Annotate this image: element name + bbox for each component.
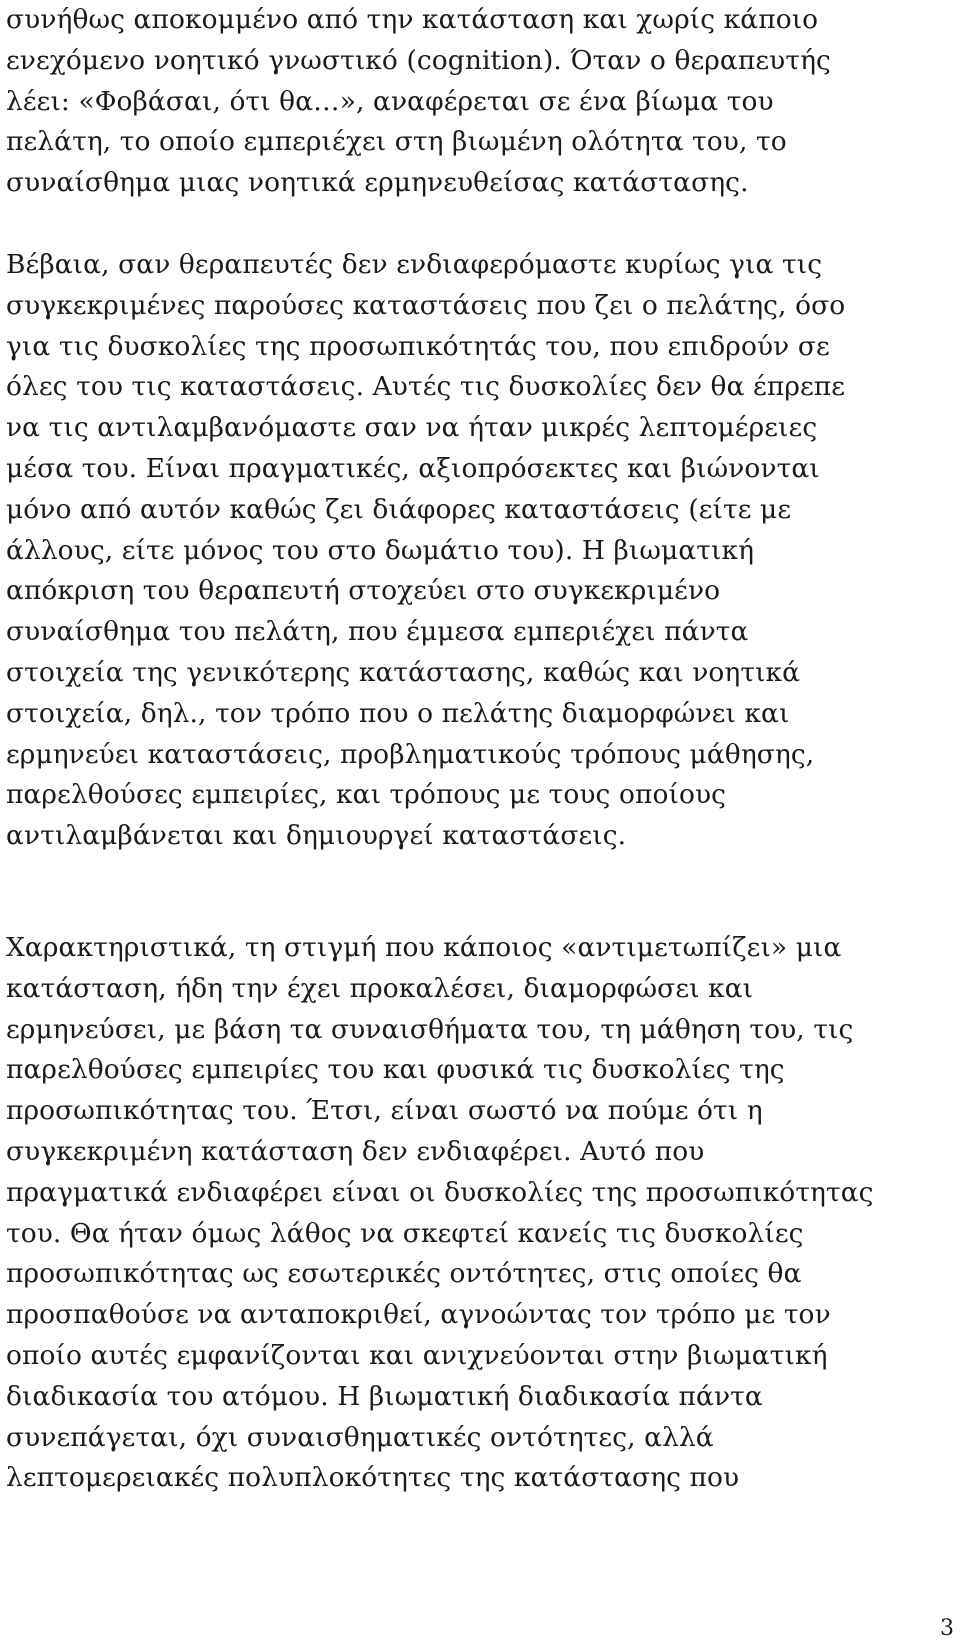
text-line: συναίσθημα μιας νοητικά ερμηνευθείσας κατάστασης. xyxy=(6,167,749,199)
text-line: άλλους, είτε μόνος του στο δωμάτιο του). Η βιωματική xyxy=(6,534,755,566)
text-line: μόνο από αυτόν καθώς ζει διάφορες καταστάσεις (είτε με xyxy=(6,493,792,525)
text-line: όλες του τις καταστάσεις. Αυτές τις δυσκολίες δεν θα έπρεπε xyxy=(6,371,846,403)
text-line: Βέβαια, σαν θεραπευτές δεν ενδιαφερόμαστε κυρίως για τις xyxy=(6,249,823,280)
text-line: ερμηνεύει καταστάσεις, προβληματικούς τρόπους μάθησης, xyxy=(6,738,815,770)
text-line: προσπαθούσε να ανταποκριθεί, αγνοώντας τον τρόπο με τον xyxy=(6,1299,831,1331)
page-number: 3 xyxy=(940,1616,954,1641)
paragraph-3 xyxy=(6,928,956,1499)
text-line: απόκριση του θεραπευτή στοχεύει στο συγκεκριμένο xyxy=(6,575,721,607)
text-line: ενεχόμενο νοητικό γνωστικό (cognition). Όταν ο θεραπευτής xyxy=(6,44,831,76)
paragraph-2 xyxy=(6,245,956,857)
text-line: προσωπικότητας ως εσωτερικές οντότητες, στις οποίες θα xyxy=(6,1258,802,1290)
text-line: πελάτη, το οποίο εμπεριέχει στη βιωμένη ολότητα του, το xyxy=(6,126,787,158)
text-line: συγκεκριμένες παρούσες καταστάσεις που ζει ο πελάτης, όσο xyxy=(6,289,846,321)
text-line: να τις αντιλαμβανόμαστε σαν να ήταν μικρές λεπτομέρειες xyxy=(6,412,818,444)
text-line: συγκεκριμένη κατάσταση δεν ενδιαφέρει. Αυτό που xyxy=(6,1135,705,1167)
text-line: λεπτομερειακές πολυπλοκότητες της κατάστασης που xyxy=(6,1462,740,1494)
text-line: συνεπάγεται, όχι συναισθηματικές οντότητες, αλλά xyxy=(6,1421,714,1453)
text-line: αντιλαμβάνεται και δημιουργεί καταστάσεις. xyxy=(6,820,627,852)
text-line: για τις δυσκολίες της προσωπικότητάς του, που επιδρούν σε xyxy=(6,330,830,362)
text-line: πραγματικά ενδιαφέρει είναι οι δυσκολίες της προσωπικότητας xyxy=(6,1176,874,1208)
text-line: στοιχεία της γενικότερης κατάστασης, καθώς και νοητικά xyxy=(6,656,801,688)
text-line: οποίο αυτές εμφανίζονται και ανιχνεύονται στην βιωματική xyxy=(6,1339,828,1371)
text-line: διαδικασία του ατόμου. Η βιωματική διαδικασία πάντα xyxy=(6,1380,763,1412)
text-line: παρελθούσες εμπειρίες του και φυσικά τις δυσκολίες της xyxy=(6,1054,785,1086)
text-line: προσωπικότητας του. Έτσι, είναι σωστό να πούμε ότι η xyxy=(6,1095,763,1127)
text-line: στοιχεία, δηλ., τον τρόπο που ο πελάτης διαμορφώνει και xyxy=(6,697,790,729)
text-line: μέσα του. Είναι πραγματικές, αξιοπρόσεκτες και βιώνονται xyxy=(6,452,820,484)
text-line: παρελθούσες εμπειρίες, και τρόπους με τους οποίους xyxy=(6,779,727,811)
text-line: Χαρακτηριστικά, τη στιγμή που κάποιος «αντιμετωπίζει» μια xyxy=(6,932,842,963)
text-line: κατάσταση, ήδη την έχει προκαλέσει, διαμορφώσει και xyxy=(6,972,754,1004)
text-line: συναίσθημα του πελάτη, που έμμεσα εμπεριέχει πάντα xyxy=(6,616,749,648)
text-line: λέει: «Φοβάσαι, ότι θα…», αναφέρεται σε ένα βίωμα του xyxy=(6,85,774,117)
text-line: ερμηνεύσει, με βάση τα συναισθήματα του, τη μάθηση του, τις xyxy=(6,1013,854,1045)
text-line: του. Θα ήταν όμως λάθος να σκεφτεί κανείς τις δυσκολίες xyxy=(6,1217,804,1249)
paragraph-1 xyxy=(6,0,956,204)
text-line: συνήθως αποκομμένο από την κατάσταση και χωρίς κάποιο xyxy=(6,4,819,35)
